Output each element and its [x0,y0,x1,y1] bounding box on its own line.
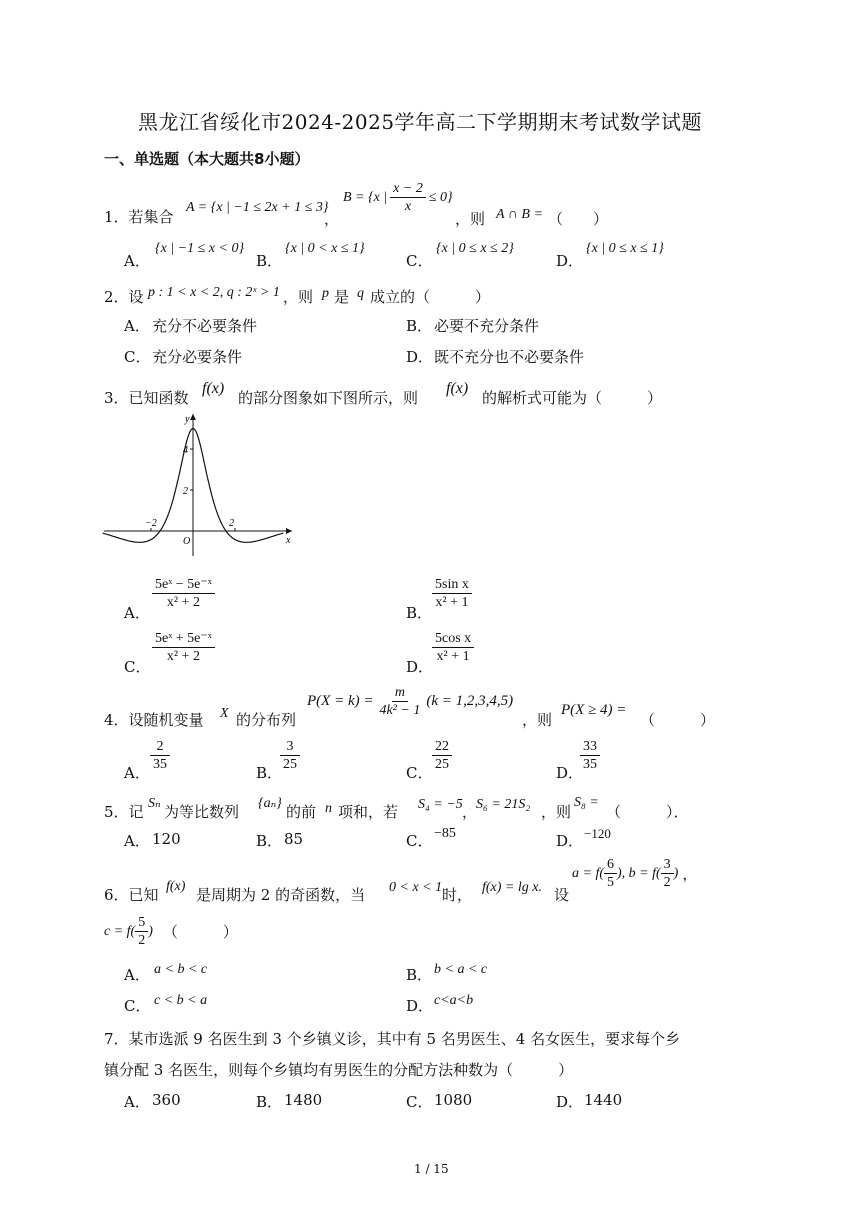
q4-opt-b-den: 25 [280,755,300,773]
x-axis-label: x [286,535,291,546]
q5-opt-a: 120 [152,830,181,848]
q4-opt-a-label: A． [124,764,150,782]
q1-opt-a: {x | −1 ≤ x < 0} [155,241,245,256]
q2-q: q [357,286,364,301]
q2-opt-c-label: C． [124,348,151,366]
q2-opt-c: 充分必要条件 [152,348,243,366]
q4-dist-fraction [376,684,423,719]
q1-opt-d-label: D． [556,252,584,270]
q5-condition-2: S₆ = 21S₂ [476,797,531,812]
q6-b-den: 2 [663,875,671,890]
q5-mid1: 为等比数列 [164,803,240,821]
q7-opt-a-label: A． [124,1093,150,1111]
q5-an: {aₙ} [258,796,282,811]
q3-prefix: 3．已知函数 [104,389,189,407]
x-tick-label: −2 [145,518,157,529]
q2-mid2: 是 [334,288,350,306]
q6-b-fraction [661,856,674,891]
q4-mid2: ，则 [522,711,553,729]
q2-opt-a-label: A． [124,317,150,335]
q1-opt-c: {x | 0 ≤ x ≤ 2} [436,241,514,256]
q5-sep: ， [462,803,478,821]
q1-set-b-num: x − 2 [390,180,426,198]
q5-sn: Sₙ [148,796,161,811]
q1-comma: ， [324,210,340,228]
q1-opt-a-label: A． [124,252,150,270]
q5-blank: （ ）． [606,803,689,821]
y-tick-label: 2 [183,486,188,497]
q7-opt-a: 360 [152,1091,181,1109]
q4-mid: 的分布列 [236,711,297,729]
q2-prefix: 2．设 [104,288,144,306]
q2-opt-a: 充分不必要条件 [152,317,258,335]
q5-mid2: 的前 [286,803,317,821]
y-axis-label: y [185,414,190,425]
q4-opt-b-fraction [280,738,300,773]
q5-mid4: ，则 [541,803,572,821]
q6-opt-b: b < a < c [434,962,488,977]
q4-opt-a-fraction [150,738,170,773]
q1-set-a: A = {x | −1 ≤ 2x + 1 ≤ 3} [186,200,329,215]
q6-b-num: 3 [661,856,674,874]
q4-opt-a-den: 35 [150,755,170,773]
q4-dist-right: (k = 1,2,3,4,5) [426,693,514,709]
q1-opt-b: {x | 0 < x ≤ 1} [285,241,365,256]
q1-ask: A ∩ B = [496,207,543,222]
q5-opt-b-label: B． [256,832,283,850]
q7-opt-d-label: D． [556,1093,584,1111]
q3-opt-a-fraction [152,576,215,611]
q3-opt-c-num: 5eˣ + 5e⁻ˣ [152,630,215,648]
q7-opt-d: 1440 [584,1091,623,1109]
q4-ask: P(X ≥ 4) = [561,702,627,718]
q4-opt-c-fraction [432,738,452,773]
q4-prefix: 4．设随机变量 [104,711,204,729]
q6-opt-c-label: C． [124,997,151,1015]
q6-range: 0 < x < 1 [389,880,443,895]
q3-opt-c-fraction [152,630,215,665]
q2-mid1: ，则 [283,288,314,306]
q1-opt-b-label: B． [256,252,283,270]
q1-opt-c-label: C． [406,252,433,270]
q2-suffix: 成立的（ ） [370,288,491,306]
q3-function-graph [100,410,300,560]
q2-p: p [322,286,329,301]
y-axis-arrow [190,414,196,420]
q3-mid: 的部分图象如下图所示，则 [238,389,419,407]
q3-opt-d-num: 5cos x [432,630,474,648]
q6-opt-d-label: D． [406,997,434,1015]
q6-a-num: 6 [604,856,617,874]
q5-opt-a-label: A． [124,832,150,850]
q1-set-b-left: B = {x | [343,189,388,205]
q6-opt-a-label: A． [124,966,150,984]
q5-opt-c-label: C． [406,832,433,850]
q5-opt-d: −120 [584,826,611,841]
q1-mid: ，则 [455,210,486,228]
q6-fx: f(x) [166,879,186,894]
q3-opt-d-den: x² + 1 [436,649,470,664]
question-1 [104,206,174,227]
q6-a-den: 5 [607,875,614,890]
q6-c-def [104,914,238,949]
q6-c-right: ) [148,923,153,939]
q3-fx2: f(x) [446,380,469,397]
q1-set-b-right: ≤ 0} [428,189,453,205]
q6-opt-d: c<a<b [434,993,474,1008]
q7-line-2: 镇分配 3 名医生，则每个乡镇均有男医生的分配方法种数为（ ） [104,1061,574,1079]
q5-opt-d-label: D． [556,832,584,850]
q4-opt-d-num: 33 [583,739,597,754]
q4-dist-num: m [392,684,408,702]
q2-opt-b-label: B． [406,317,433,335]
q6-definition: f(x) = lg x. [482,880,542,895]
q1-blank: （ ） [548,210,609,228]
q5-opt-c: −85 [434,826,456,841]
q6-mid3: 设 [554,886,570,904]
q3-opt-d-label: D． [406,658,434,676]
q5-ask: S₈ = [574,795,599,810]
q5-opt-b: 85 [284,830,304,848]
q6-c-fraction [135,914,148,949]
q4-opt-c-label: C． [406,764,433,782]
section-heading: 一、单选题（本大题共8小题） [104,150,310,168]
q6-opt-b-label: B． [406,966,433,984]
x-tick-label: 2 [229,518,234,529]
q6-blank: （ ） [162,923,238,941]
q5-n: n [325,801,332,816]
q1-opt-d: {x | 0 ≤ x ≤ 1} [586,241,664,256]
q3-opt-c-label: C． [124,658,151,676]
q4-x: X [220,706,229,721]
q7-opt-b: 1480 [284,1091,323,1109]
q4-distribution [307,684,513,719]
q4-opt-c-den: 25 [432,755,452,773]
q6-c-left: c = f( [104,923,136,939]
x-axis-arrow [286,528,292,534]
q2-opt-d: 既不充分也不必要条件 [434,348,585,366]
q5-prefix: 5．记 [104,803,144,821]
q6-a-left: a = f( [572,865,604,881]
q4-opt-c-num: 22 [435,739,449,754]
q7-line-1: 7．某市选派 9 名医生到 3 个乡镇义诊，其中有 5 名男医生、4 名女医生，要求每个乡 [104,1030,681,1048]
q6-opt-c: c < b < a [154,993,208,1008]
q7-opt-c: 1080 [434,1091,473,1109]
q7-opt-b-label: B． [256,1093,283,1111]
q6-b-left: ), b = f( [617,865,661,881]
q2-opt-d-label: D． [406,348,434,366]
q6-a-fraction [604,856,617,891]
q6-mid1: 是周期为 2 的奇函数，当 [196,886,366,904]
q4-opt-d-den: 35 [580,755,600,773]
q4-opt-d-label: D． [556,764,584,782]
q6-b-right: ) [673,865,679,881]
q4-opt-b-num: 3 [286,739,294,754]
q6-prefix: 6．已知 [104,886,159,904]
q6-comma: ， [682,865,698,883]
q4-opt-d-fraction [580,738,600,773]
q3-suffix: 的解析式可能为（ ） [482,389,663,407]
y-tick-label: 4 [183,445,188,456]
q5-condition-1: S₄ = −5 [418,797,463,812]
q2-opt-b: 必要不充分条件 [434,317,540,335]
q4-blank: （ ） [640,711,716,729]
q3-fx: f(x) [202,380,225,397]
q3-opt-a-label: A． [124,604,150,622]
q7-opt-c-label: C． [406,1093,433,1111]
q2-condition: p : 1 < x < 2, q : 2ˣ > 1 [148,285,280,300]
q6-c-num: 5 [135,914,148,932]
q5-mid3: 项和，若 [338,803,399,821]
q3-opt-a-num: 5eˣ − 5e⁻ˣ [152,576,215,594]
q1-set-b-fraction [390,180,426,215]
origin-label: O [183,536,191,547]
q4-opt-a-num: 2 [156,739,164,754]
q3-opt-b-label: B． [406,604,433,622]
q6-a-b-def [572,856,697,891]
q1-set-b-den: x [404,199,412,214]
q3-opt-c-den: x² + 2 [166,649,200,664]
q3-opt-a-den: x² + 2 [166,595,200,610]
q4-dist-left: P(X = k) = [307,693,374,709]
q3-opt-b-fraction [432,576,472,611]
q4-dist-den: 4k² − 1 [379,703,421,718]
q1-prefix: 1．若集合 [104,208,174,226]
page-title: 黑龙江省绥化市2024-2025学年高二下学期期末考试数学试题 [138,110,703,134]
q6-mid2: 时， [442,886,473,904]
q3-opt-b-num: 5sin x [432,576,472,594]
q6-c-den: 2 [138,933,146,948]
q1-set-b [343,180,453,215]
q4-opt-b-label: B． [256,764,283,782]
q3-opt-b-den: x² + 1 [435,595,469,610]
q6-opt-a: a < b < c [154,962,208,977]
page-number: 1 / 15 [414,1162,449,1176]
q3-opt-d-fraction [432,630,474,665]
